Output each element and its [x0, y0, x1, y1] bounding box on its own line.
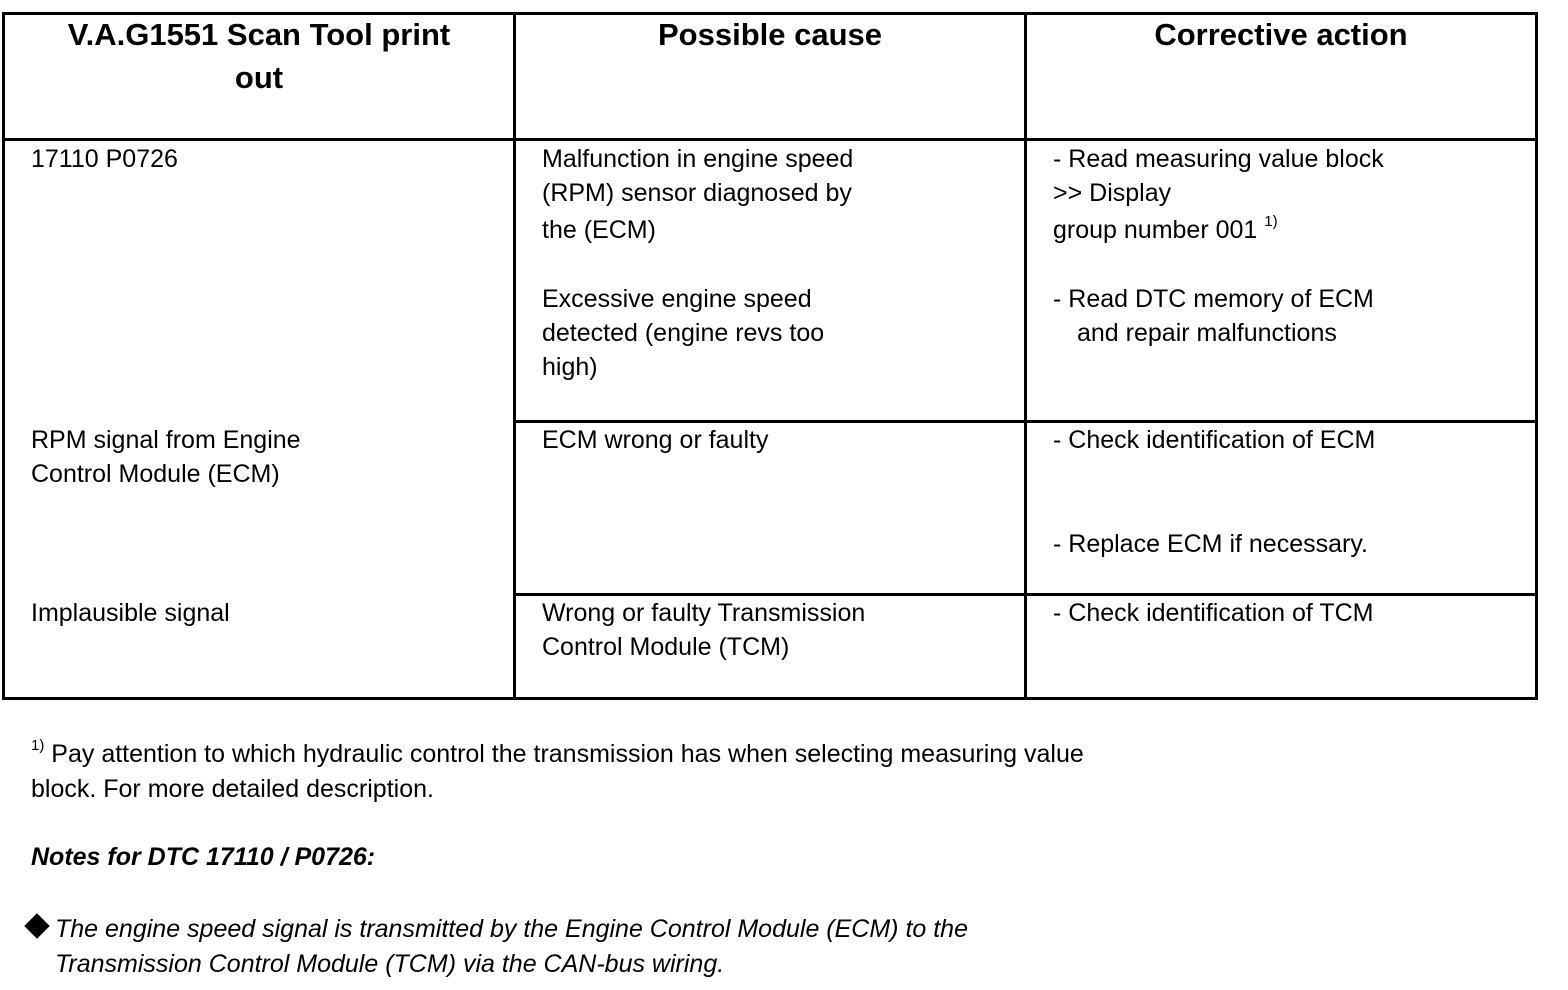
row2-action: - Check identification of ECM - Replace ECM if necessary.	[1053, 426, 1376, 558]
dtc-table	[2, 12, 1538, 700]
header-scan-tool-line2: out	[234, 60, 284, 95]
footnote-marker: 1)	[1264, 213, 1278, 230]
row2-cause: ECM wrong or faulty	[542, 426, 769, 454]
footnote-marker: 1)	[31, 737, 45, 754]
row2-printout: RPM signal from Engine Control Module (ECM)	[31, 426, 301, 488]
row3-action: - Check identification of TCM	[1053, 599, 1374, 627]
header-scan-tool-line1: V.A.G1551 Scan Tool print	[67, 17, 451, 52]
column-divider-1	[513, 12, 516, 700]
column-divider-2	[1024, 12, 1027, 700]
row3-cause: Wrong or faulty Transmission Control Module (TCM)	[542, 599, 866, 661]
footnote: $^{1)}$ Pay attention to which hydraulic control the transmission has when selecting measuring value block. For more detailed description.	[31, 737, 1084, 803]
header-possible-cause: Possible cause	[657, 17, 882, 52]
row1-action: - Read measuring value block >> Display group number 001 $^{1)}$ - Read DTC memory of ECM and repair malfunctions	[1053, 145, 1384, 347]
table-border-left	[2, 12, 5, 700]
row3-printout: Implausible signal	[31, 599, 230, 627]
table-border-right	[1535, 12, 1538, 700]
header-divider	[2, 138, 1538, 141]
table-border-bottom	[2, 697, 1538, 700]
notes-title: Notes for DTC 17110 / P0726:	[31, 843, 376, 871]
diamond-bullet-icon	[24, 913, 49, 938]
row1-cause: Malfunction in engine speed (RPM) sensor diagnosed by the (ECM) Excessive engine speed detected (engine revs too high)	[542, 145, 854, 381]
row1-printout: 17110 P0726	[31, 145, 178, 173]
header-corrective-action: Corrective action	[1154, 17, 1408, 52]
header-scan-tool	[5, 13, 513, 99]
